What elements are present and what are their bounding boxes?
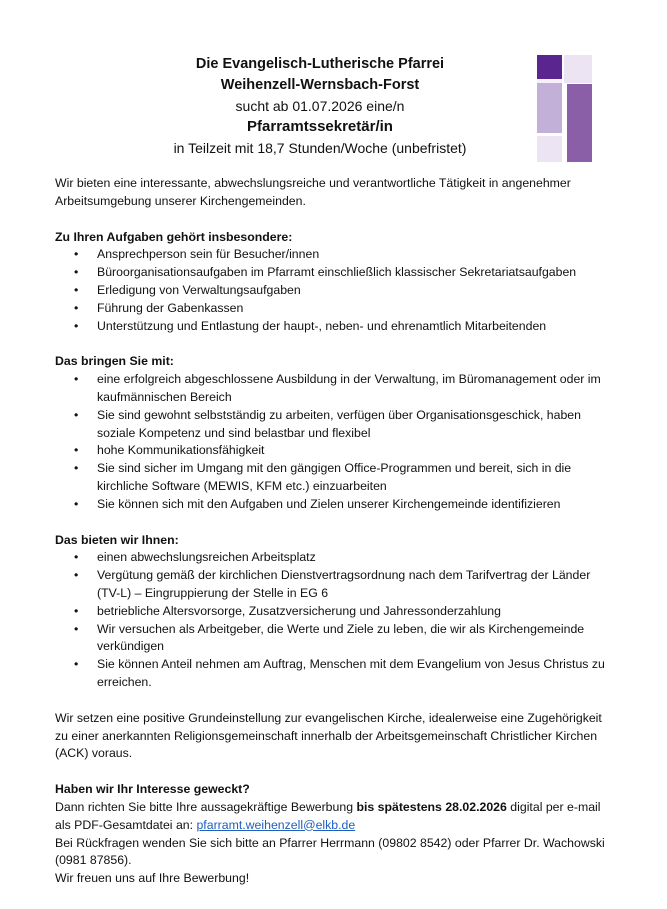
org-name-line2: Weihenzell-Wernsbach-Forst: [220, 77, 420, 93]
job-title: Pfarramtssekretär/in: [247, 118, 393, 135]
bullet-icon: •: [74, 407, 79, 422]
bullet-icon: •: [74, 496, 79, 511]
list-item: • Büroorganisationsaufgaben im Pfarramt einschließlich klassischer Sekretariatsaufgaben: [55, 264, 615, 282]
list-item: • Wir versuchen als Arbeitgeber, die Werte und Ziele zu leben, die wir als Kirchengemeinde verkündigen: [74, 621, 585, 654]
bullet-icon: •: [74, 550, 79, 565]
section-requirements: [55, 353, 615, 513]
employment-terms: in Teilzeit mit 18,7 Stunden/Woche (unbefristet): [173, 140, 467, 156]
list-item: • Unterstützung und Entlastung der haupt-, neben- und ehrenamtlich Mitarbeitenden: [55, 318, 615, 336]
intro-paragraph: Wir bieten eine interessante, abwechslungsreiche und verantwortliche Tätigkeit in angenehmer Arbeitsumgebung unserer Kirchengemeinden.: [55, 176, 571, 208]
section-title: Das bringen Sie mit:: [55, 354, 174, 369]
list-item: • betriebliche Altersvorsorge, Zusatzversicherung und Jahressonderzahlung: [55, 603, 615, 621]
logo-block-pale-top: [564, 55, 592, 83]
bullet-icon: •: [74, 372, 79, 387]
bullet-icon: •: [74, 318, 79, 333]
bullet-icon: •: [74, 621, 79, 636]
list-item: • einen abwechslungsreichen Arbeitsplatz: [55, 549, 615, 567]
posting-header: [110, 54, 530, 158]
contact-info: Bei Rückfragen wenden Sie sich bitte an Pfarrer Herrmann (09802 8542) oder Pfarrer Dr. Wachowski (0981 87856).: [55, 835, 605, 868]
bullet-icon: •: [74, 247, 79, 262]
bullet-icon: •: [74, 461, 79, 476]
requirement-note: Wir setzen eine positive Grundeinstellung zur evangelischen Kirche, idealerweise eine Zugehörigkeit zu einer anerkannten Religionsgemeinschaft innerhalb der Arbeitsgemeinschaft Christlicher Kirchen (ACK) voraus.: [55, 710, 602, 761]
bullet-list: [55, 371, 615, 513]
logo-block-pale-bottom: [537, 136, 562, 162]
bullet-icon: •: [74, 443, 79, 458]
email-link[interactable]: pfarramt.weihenzell@elkb.de: [196, 817, 356, 832]
logo-block-dark: [537, 55, 562, 79]
org-name-line1: Die Evangelisch-Lutherische Pfarrei: [195, 56, 445, 72]
logo-block-light: [537, 83, 562, 133]
section-title: Das bieten wir Ihnen:: [55, 532, 179, 547]
bullet-icon: •: [74, 603, 79, 618]
bullet-icon: •: [74, 568, 79, 583]
list-item: • Führung der Gabenkassen: [55, 300, 615, 318]
list-item: • Sie können Anteil nehmen am Auftrag, Menschen mit dem Evangelium von Jesus Christus zu erreichen.: [74, 657, 605, 689]
posting-body: [55, 175, 615, 888]
section-benefits: [55, 532, 615, 692]
list-item: • Sie sind gewohnt selbstständig zu arbeiten, verfügen über Organisationsgeschick, haben soziale Kompetenz und sind belastbar und flexibel: [74, 407, 581, 440]
list-item: • hohe Kommunikationsfähigkeit: [55, 442, 615, 460]
section-tasks: [55, 229, 615, 336]
list-item: • eine erfolgreich abgeschlossene Ausbildung in der Verwaltung, im Büromanagement oder im kaufmännischen Bereich: [74, 372, 601, 404]
section-title: Zu Ihren Aufgaben gehört insbesondere:: [55, 229, 293, 244]
church-logo: [537, 55, 592, 162]
bullet-icon: •: [74, 657, 79, 672]
bullet-list: [55, 549, 615, 691]
list-item: • Vergütung gemäß der kirchlichen Dienstvertragsordnung nach dem Tarifvertrag der Länder (TV-L) – Eingruppierung der Stelle in EG 6: [74, 568, 591, 600]
bullet-icon: •: [74, 282, 79, 297]
bullet-list: [55, 246, 615, 335]
closing-title: Haben wir Ihr Interesse geweckt?: [55, 782, 250, 797]
list-item: • Ansprechperson sein für Besucher/innen: [55, 246, 615, 264]
application-instructions: Dann richten Sie bitte Ihre aussagekräftige Bewerbung bis spätestens 28.02.2026 digital per e-mail als PDF-Gesamtdatei an: pfarramt.weihenzell@elkb.de: [55, 799, 601, 832]
list-item: • Sie sind sicher im Umgang mit den gängigen Office-Programmen und bereit, sich in die kirchliche Software (MEWIS, KFM etc.) einzuarbeiten: [74, 461, 572, 493]
logo-block-mid: [567, 84, 592, 162]
bullet-icon: •: [74, 300, 79, 315]
closing-section: [55, 781, 615, 888]
farewell: Wir freuen uns auf Ihre Bewerbung!: [55, 871, 250, 886]
application-deadline: bis spätestens 28.02.2026: [356, 799, 507, 814]
start-date-line: sucht ab 01.07.2026 eine/n: [235, 98, 405, 114]
list-item: • Sie können sich mit den Aufgaben und Zielen unserer Kirchengemeinde identifizieren: [55, 496, 615, 514]
bullet-icon: •: [74, 265, 79, 280]
list-item: • Erledigung von Verwaltungsaufgaben: [55, 282, 615, 300]
